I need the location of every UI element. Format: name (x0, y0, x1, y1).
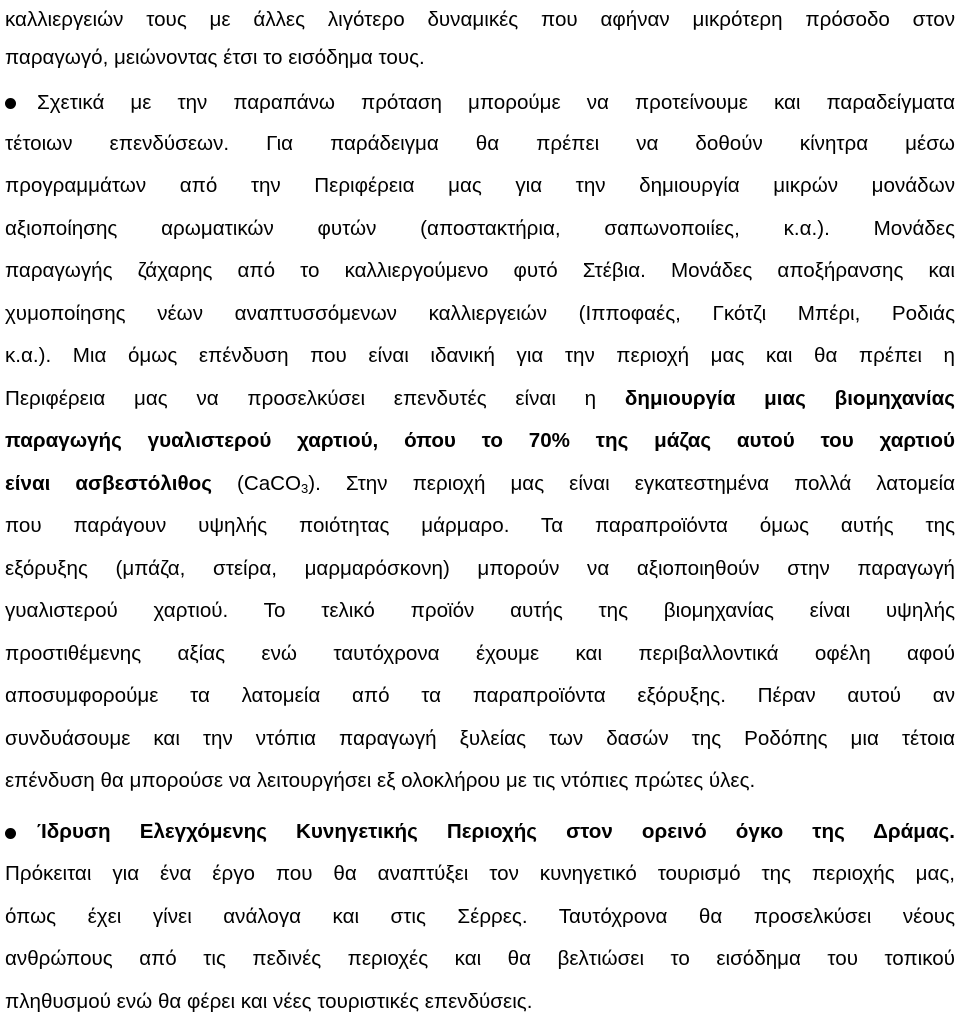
paragraph-line: κ.α.). Μια όμως επένδυση που είναι ιδανική για την περιοχή μας και θα πρέπει η (5, 344, 955, 367)
paragraph-line: Περιφέρεια μας να προσελκύσει επενδυτές είναι η δημιουργία μιας βιομηχανίας (5, 387, 955, 410)
bold-text: παραγωγής γυαλιστερού χαρτιού, όπου το 70% της μάζας αυτού του χαρτιού (5, 429, 955, 452)
paragraph-line: τέτοιων επενδύσεων. Για παράδειγμα θα πρέπει να δοθούν κίνητρα μέσω (5, 132, 955, 155)
paragraph-line: προστιθέμενης αξίας ενώ ταυτόχρονα έχουμε και περιβαλλοντικά οφέλη αφού (5, 642, 955, 665)
paragraph-line: αποσυμφορούμε τα λατομεία από τα παραπροϊόντα εξόρυξης. Πέραν αυτού αν (5, 684, 955, 707)
bold-text: Ίδρυση Ελεγχόμενης Κυνηγετικής Περιοχής στον ορεινό όγκο της Δράμας. (37, 820, 955, 843)
paragraph-line: που παράγουν υψηλής ποιότητας μάρμαρο. Τα παραπροϊόντα όμως αυτής της (5, 514, 955, 537)
paragraph-line (5, 428, 955, 454)
paragraph-line: είναι ασβεστόλιθος (CaCO$_3$). Στην περιοχή μας είναι εγκατεστημένα πολλά λατομεία (5, 472, 955, 496)
paragraph-line: γυαλιστερού χαρτιού. Το τελικό προϊόν αυτής της βιομηχανίας είναι υψηλής (5, 599, 955, 622)
bullet-line: Σχετικά με την παραπάνω πρόταση μπορούμε να προτείνουμε και παραδείγματα (37, 91, 955, 114)
paragraph-line: επένδυση θα μπορούσε να λειτουργήσει εξ ολοκλήρου με τις ντόπιες πρώτες ύλες. (5, 769, 756, 792)
bold-text: δημιουργία μιας βιομηχανίας (624, 387, 955, 410)
paragraph-line: χυμοποίησης νέων αναπτυσσόμενων καλλιεργειών (Ιπποφαές, Γκότζι Μπέρι, Ροδιάς (5, 302, 955, 325)
bullet-line (37, 819, 955, 845)
paragraph-line: συνδυάσουμε και την ντόπια παραγωγή ξυλείας των δασών της Ροδόπης μια τέτοια (5, 727, 955, 750)
paragraph-line: παραγωγής ζάχαρης από το καλλιεργούμενο φυτό Στέβια. Μονάδες αποξήρανσης και (5, 259, 955, 282)
paragraph-line: όπως έχει γίνει ανάλογα και στις Σέρρες. Ταυτόχρονα θα προσελκύσει νέους (5, 905, 955, 928)
bullet-icon (5, 828, 16, 839)
bold-text: είναι ασβεστόλιθος (5, 472, 212, 495)
paragraph-line: προγραμμάτων από την Περιφέρεια μας για την δημιουργία μικρών μονάδων (5, 174, 955, 197)
paragraph-line: Πρόκειται για ένα έργο που θα αναπτύξει τον κυνηγετικό τουρισμό της περιοχής μας, (5, 862, 955, 885)
paragraph-line: αξιοποίησης αρωματικών φυτών (αποστακτήρια, σαπωνοποιίες, κ.α.). Μονάδες (5, 217, 955, 240)
paragraph-line: ανθρώπους από τις πεδινές περιοχές και θα βελτιώσει το εισόδημα του τοπικού (5, 947, 955, 970)
paragraph-line: παραγωγό, μειώνοντας έτσι το εισόδημα τους. (5, 46, 425, 69)
paragraph-line: πληθυσμού ενώ θα φέρει και νέες τουριστικές επενδύσεις. (5, 990, 533, 1013)
paragraph-line: εξόρυξης (μπάζα, στείρα, μαρμαρόσκονη) μπορούν να αξιοποιηθούν στην παραγωγή (5, 557, 955, 580)
bullet-icon (5, 98, 16, 109)
paragraph-line: καλλιεργειών τους με άλλες λιγότερο δυναμικές που αφήναν μικρότερη πρόσοδο στον (5, 8, 955, 31)
